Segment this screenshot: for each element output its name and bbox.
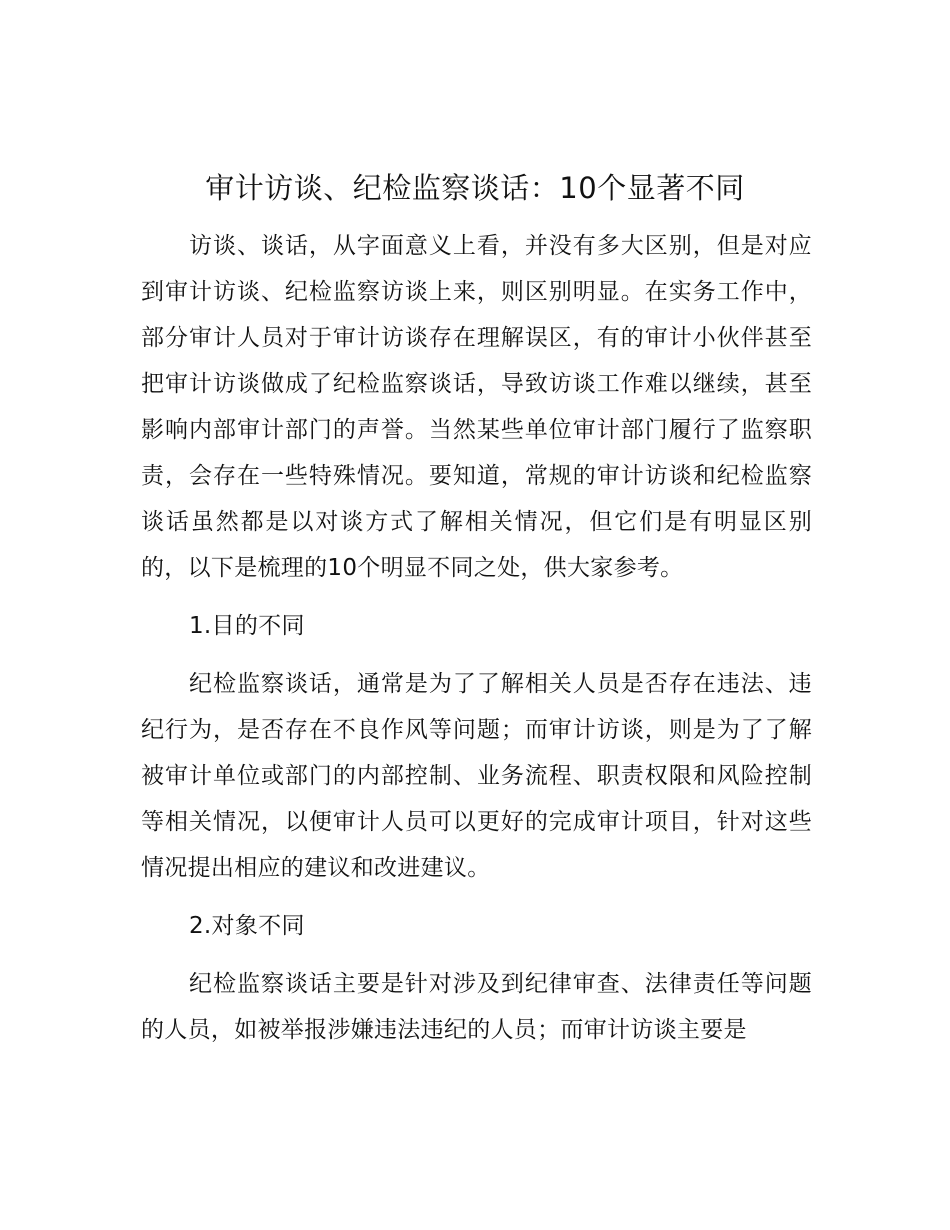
document-body: [141, 223, 812, 1053]
section-body-purpose: 纪检监察谈话，通常是为了了解相关人员是否存在违法、违纪行为，是否存在不良作风等问题；而审计访谈，则是为了了解被审计单位或部门的内部控制、业务流程、职责权限和风险控制等相关情况，以便审计人员可以更好的完成审计项目，针对这些情况提出相应的建议和改进建议。: [141, 671, 812, 881]
section-body-target: 纪检监察谈话主要是针对涉及到纪律审查、法律责任等问题的人员，如被举报涉嫌违法违纪的人员；而审计访谈主要是: [141, 971, 812, 1043]
document-title: 审计访谈、纪检监察谈话：10个显著不同: [205, 171, 745, 205]
intro-paragraph: 访谈、谈话，从字面意义上看，并没有多大区别，但是对应到审计访谈、纪检监察访谈上来，则区别明显。在实务工作中，部分审计人员对于审计访谈存在理解误区，有的审计小伙伴甚至把审计访谈做成了纪检监察谈话，导致访谈工作难以继续，甚至影响内部审计部门的声誉。当然某些单位审计部门履行了监察职责，会存在一些特殊情况。要知道，常规的审计访谈和纪检监察谈话虽然都是以对谈方式了解相关情况，但它们是有明显区别的，以下是梳理的10个明显不同之处，供大家参考。: [141, 233, 812, 581]
section-heading-target: 2.对象不同: [189, 913, 305, 939]
section-heading-purpose: 1.目的不同: [189, 613, 305, 639]
